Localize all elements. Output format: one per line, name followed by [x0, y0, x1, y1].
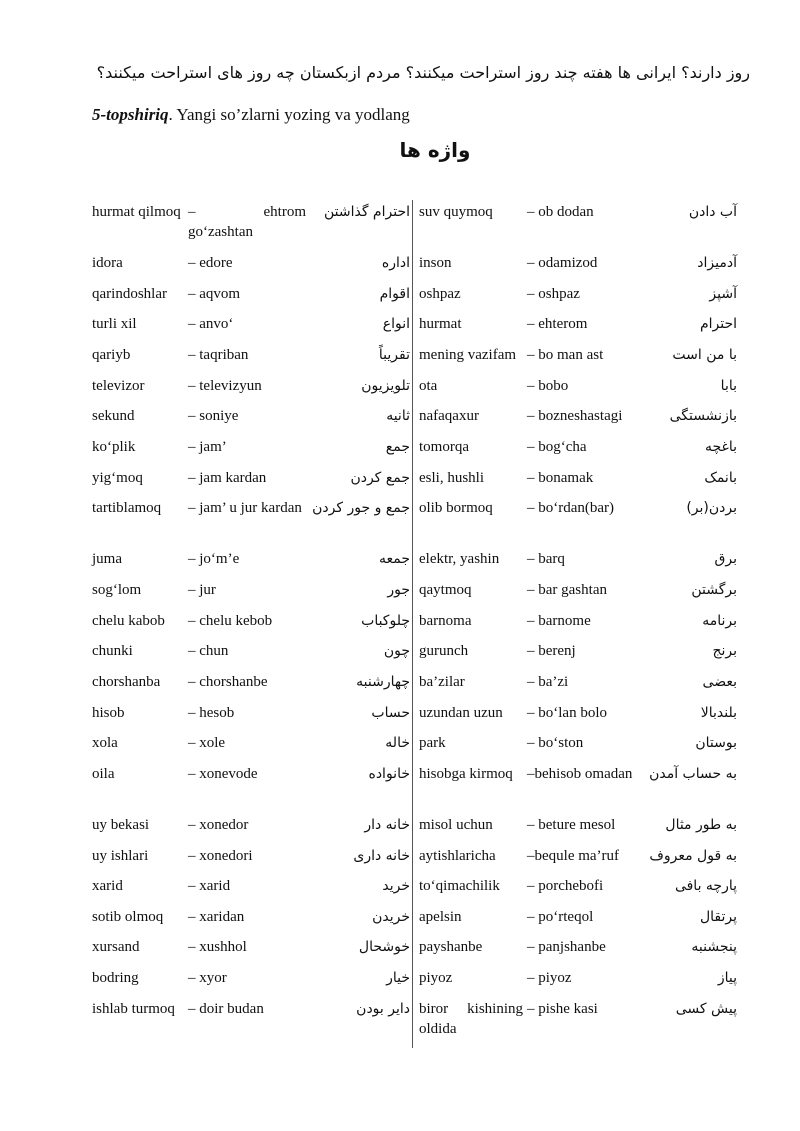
- vocab-row: [92, 672, 410, 703]
- vocab-row: [92, 406, 410, 437]
- uzbek-word: oila: [92, 765, 115, 782]
- uzbek-word: sotib olmoq: [92, 908, 164, 925]
- uzbek-word: hurmat: [419, 316, 462, 333]
- uzbek-word: yig‘moq: [92, 469, 143, 486]
- persian-word: پارچه بافی: [674, 878, 737, 895]
- transliteration: – bozneshastagi: [527, 408, 623, 425]
- persian-word: بانمک: [704, 469, 737, 486]
- vocab-row: [419, 437, 749, 468]
- vocab-row: [92, 253, 410, 284]
- uzbek-word: hisob: [92, 704, 125, 721]
- persian-word: خوشحال: [358, 939, 410, 956]
- vocab-row: [92, 846, 410, 877]
- persian-word: به طور مثال: [665, 816, 737, 833]
- question-paragraph: روز دارند؟ ایرانی ها هفته چند روز استراحت میکنند؟ مردم ازبکستان چه روز های استراحت میکنند؟: [96, 63, 750, 82]
- vocab-row: [419, 937, 749, 968]
- transliteration: – chelu kebob: [188, 612, 273, 629]
- vocab-row: [419, 345, 749, 376]
- transliteration: – xole: [188, 735, 226, 752]
- vocab-row: [419, 672, 749, 703]
- persian-word: تلویزیون: [361, 377, 410, 394]
- vocab-row: [92, 345, 410, 376]
- vocab-row: [92, 437, 410, 468]
- uzbek-word: qarindoshlar: [92, 285, 167, 302]
- transliteration: – ob dodan: [527, 204, 594, 220]
- transliteration: – panjshanbe: [527, 939, 606, 956]
- transliteration: – chun: [188, 643, 229, 660]
- uzbek-word: ba’zilar: [419, 673, 465, 690]
- transliteration: – pishe kasi: [527, 1000, 598, 1017]
- persian-word: تقریباً: [378, 346, 410, 363]
- persian-word: آدمیزاد: [697, 255, 737, 271]
- transliteration: – jam’ u jur kardan: [188, 500, 302, 517]
- transliteration: – xarid: [188, 878, 231, 895]
- vocabulary-title: واژه ها: [399, 138, 471, 162]
- transliteration: – chorshanbe: [188, 673, 268, 690]
- persian-word: خریدن: [372, 908, 410, 925]
- transliteration: – piyoz: [527, 970, 572, 987]
- persian-word: ثانیه: [386, 408, 410, 425]
- persian-word: چلوکباب: [361, 612, 410, 629]
- uzbek-word: apelsin: [419, 908, 462, 925]
- transliteration: – bog‘cha: [527, 438, 587, 455]
- persian-word: آشپز: [709, 285, 737, 302]
- transliteration: – bonamak: [527, 469, 594, 486]
- task-word: topshiriq: [106, 105, 169, 124]
- transliteration: – bo‘lan bolo: [527, 704, 607, 721]
- vocab-row: [419, 549, 749, 580]
- vocab-row: [419, 314, 749, 345]
- persian-word: پیاز: [717, 970, 737, 987]
- transliteration: – aqvom: [188, 285, 241, 302]
- persian-word: برگشتن: [691, 581, 737, 598]
- transliteration: – jur: [188, 581, 216, 598]
- transliteration: – xaridan: [188, 908, 245, 925]
- vocab-row: [419, 703, 749, 734]
- persian-word: خاله: [385, 735, 410, 752]
- persian-word: خانه داری: [353, 847, 410, 864]
- persian-word: بازنشستگی: [669, 408, 737, 425]
- persian-word: خیار: [386, 970, 410, 987]
- transliteration: – ehterom: [527, 316, 588, 333]
- vocab-row: [92, 815, 410, 846]
- uzbek-word: inson: [419, 255, 452, 271]
- vocab-row: [419, 846, 749, 877]
- uzbek-word: xola: [92, 735, 118, 752]
- persian-word: جور: [387, 581, 410, 598]
- persian-word: دایر بودن: [356, 1000, 410, 1017]
- vocab-row: [419, 468, 749, 499]
- vocab-row: [92, 611, 410, 642]
- transliteration: – bar gashtan: [527, 581, 607, 598]
- vocab-row: [419, 611, 749, 642]
- uzbek-word: oshpaz: [419, 285, 461, 302]
- uzbek-word: tomorqa: [419, 438, 469, 455]
- transliteration: – berenj: [527, 643, 576, 660]
- transliteration: – xyor: [188, 970, 227, 987]
- uzbek-word: ishlab turmoq: [92, 1000, 175, 1017]
- vocab-row: [419, 376, 749, 407]
- vocab-row: [419, 733, 749, 764]
- vocab-row: [419, 202, 749, 253]
- transliteration: – soniye: [188, 408, 239, 425]
- column-divider: [412, 200, 413, 1048]
- transliteration: – beture mesol: [527, 816, 616, 833]
- transliteration: – xonevode: [188, 765, 258, 782]
- uzbek-word: payshanbe: [419, 939, 483, 956]
- vocab-row: [92, 549, 410, 580]
- transliteration: – xonedori: [188, 847, 253, 864]
- uzbek-word: tartiblamoq: [92, 500, 162, 517]
- uzbek-word: bodring: [92, 970, 139, 987]
- uzbek-word: uzundan uzun: [419, 704, 503, 721]
- uzbek-word: nafaqaxur: [419, 408, 479, 425]
- persian-word: جمعه: [378, 551, 410, 568]
- uzbek-word: gurunch: [419, 643, 469, 660]
- persian-word: بعضی: [702, 673, 737, 690]
- uzbek-word: piyoz: [419, 970, 453, 987]
- transliteration: – bo‘rdan(bar): [527, 500, 615, 517]
- uzbek-word: biror kishining oldida: [419, 1000, 523, 1037]
- persian-word: جمع و جور کردن: [312, 500, 410, 517]
- vocab-row: [92, 468, 410, 499]
- persian-word: بوستان: [695, 735, 737, 752]
- vocab-row: [92, 999, 410, 1030]
- vocab-row: [419, 815, 749, 846]
- uzbek-word: idora: [92, 255, 123, 271]
- uzbek-word: park: [419, 735, 446, 752]
- persian-word: باغچه: [704, 438, 737, 455]
- vocab-row: [92, 937, 410, 968]
- transliteration: – barq: [527, 551, 565, 568]
- transliteration: – doir budan: [188, 1000, 264, 1017]
- vocab-row: [92, 907, 410, 938]
- vocab-row: [92, 764, 410, 815]
- task-text: . Yangi so’zlarni yozing va yodlang: [168, 105, 410, 124]
- transliteration: –bequle ma’ruf: [527, 847, 620, 864]
- uzbek-word: esli, hushli: [419, 469, 485, 486]
- persian-word: پرتقال: [699, 908, 737, 925]
- vocab-row: [419, 641, 749, 672]
- vocab-row: [92, 284, 410, 315]
- uzbek-word: chelu kabob: [92, 612, 165, 629]
- transliteration: – anvo‘: [188, 316, 234, 333]
- uzbek-word: qaytmoq: [419, 581, 472, 598]
- persian-word: خرید: [382, 878, 410, 895]
- uzbek-word: juma: [92, 551, 122, 568]
- transliteration: – xonedor: [188, 816, 249, 833]
- uzbek-word: chorshanba: [92, 673, 161, 690]
- persian-word: با من است: [672, 346, 737, 363]
- transliteration: – porchebofi: [527, 878, 604, 895]
- uzbek-word: sekund: [92, 408, 135, 425]
- transliteration: – oshpaz: [527, 285, 580, 302]
- transliteration: – odamizod: [527, 255, 598, 271]
- transliteration: – edore: [188, 255, 233, 271]
- transliteration: – jam kardan: [188, 469, 267, 486]
- uzbek-word: mening vazifam: [419, 346, 517, 363]
- vocab-row: [419, 968, 749, 999]
- persian-word: بردن(بر): [686, 500, 737, 517]
- uzbek-word: olib bormoq: [419, 500, 493, 517]
- vocab-row: [419, 284, 749, 315]
- vocab-row: [419, 907, 749, 938]
- vocab-row: [92, 376, 410, 407]
- transliteration: – barnome: [527, 612, 591, 629]
- persian-word: آب دادن: [688, 204, 737, 220]
- uzbek-word: qariyb: [92, 346, 131, 363]
- persian-word: بلندبالا: [700, 704, 737, 721]
- vocab-row: [92, 580, 410, 611]
- uzbek-word: hurmat qilmoq: [92, 204, 181, 220]
- persian-word: اداره: [381, 255, 410, 271]
- vocab-row: [92, 968, 410, 999]
- uzbek-word: turli xil: [92, 316, 137, 333]
- uzbek-word: hisobga kirmoq: [419, 765, 513, 782]
- persian-word: برنج: [712, 643, 737, 660]
- persian-word: جمع: [385, 438, 410, 455]
- persian-word: برنامه: [702, 612, 737, 629]
- vocab-row: [92, 733, 410, 764]
- vocab-row: [92, 498, 410, 549]
- vocabulary-column-right: [419, 202, 749, 1037]
- uzbek-word: to‘qimachilik: [419, 878, 500, 895]
- transliteration: – xushhol: [188, 939, 247, 956]
- vocab-row: [92, 703, 410, 734]
- transliteration: – taqriban: [188, 346, 249, 363]
- transliteration: – bo‘ston: [527, 735, 584, 752]
- vocab-row: [92, 202, 410, 253]
- transliteration: – hesob: [188, 704, 235, 721]
- vocab-row: [92, 641, 410, 672]
- persian-word: حساب: [371, 704, 410, 721]
- vocab-row: [419, 764, 749, 815]
- transliteration: – bo man ast: [527, 346, 604, 363]
- transliteration: – televizyun: [188, 377, 262, 394]
- uzbek-word: elektr, yashin: [419, 551, 500, 568]
- uzbek-word: televizor: [92, 377, 145, 394]
- uzbek-word: sog‘lom: [92, 581, 142, 598]
- uzbek-word: xarid: [92, 878, 123, 895]
- persian-word: چهارشنبه: [356, 673, 410, 690]
- uzbek-word: barnoma: [419, 612, 472, 629]
- persian-word: خانواده: [368, 765, 410, 782]
- vocab-row: [419, 999, 749, 1037]
- persian-word: احترام: [699, 316, 737, 333]
- uzbek-word: suv quymoq: [419, 204, 493, 220]
- persian-word: انواع: [382, 316, 410, 333]
- persian-word: پیش کسی: [675, 1000, 737, 1017]
- persian-word: چون: [383, 643, 410, 660]
- uzbek-word: chunki: [92, 643, 133, 660]
- transliteration: – po‘rteqol: [527, 908, 594, 925]
- vocab-row: [92, 314, 410, 345]
- uzbek-word: uy bekasi: [92, 816, 150, 833]
- uzbek-word: ko‘plik: [92, 438, 136, 455]
- persian-word: احترام گذاشتن: [323, 204, 410, 220]
- persian-word: برق: [714, 551, 737, 568]
- persian-word: به حساب آمدن: [649, 765, 737, 782]
- uzbek-word: uy ishlari: [92, 847, 149, 864]
- vocab-row: [419, 580, 749, 611]
- persian-word: اقوام: [379, 285, 410, 302]
- uzbek-word: xursand: [92, 939, 140, 956]
- persian-word: خانه دار: [364, 816, 410, 833]
- vocab-row: [419, 498, 749, 549]
- transliteration: –behisob omadan: [527, 765, 633, 782]
- persian-word: بابا: [720, 377, 737, 394]
- transliteration: – bobo: [527, 377, 569, 394]
- vocab-row: [419, 253, 749, 284]
- uzbek-word: aytishlaricha: [419, 847, 496, 864]
- transliteration: – jo‘m’e: [188, 551, 240, 568]
- vocab-row: [92, 876, 410, 907]
- task-instruction: [92, 104, 410, 126]
- vocab-row: [419, 406, 749, 437]
- uzbek-word: ota: [419, 377, 438, 394]
- vocab-row: [419, 876, 749, 907]
- persian-word: پنجشنبه: [691, 939, 737, 956]
- persian-word: به قول معروف: [649, 847, 737, 864]
- transliteration: – jam’: [188, 438, 227, 455]
- task-number: 5-: [92, 105, 107, 124]
- vocabulary-column-left: [92, 202, 410, 1029]
- transliteration: – ehtrom go‘zashtan: [188, 204, 306, 240]
- transliteration: – ba’zi: [527, 673, 569, 690]
- persian-word: جمع کردن: [350, 469, 410, 486]
- uzbek-word: misol uchun: [419, 816, 493, 833]
